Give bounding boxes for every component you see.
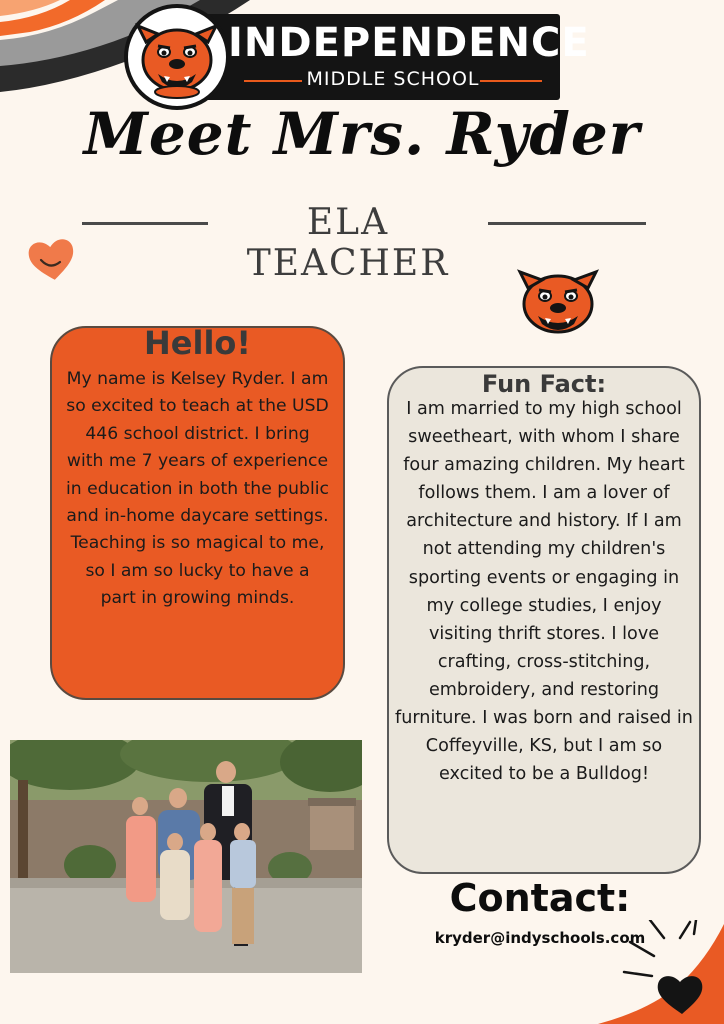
hello-title: Hello! (144, 324, 251, 362)
fun-fact-body: I am married to my high school sweetheart, with whom I share four amazing children. My heart follows them. I am a lover of architecture and history. If I am not attending my children's sporting events or engaging in my college studies, I enjoy visiting thrift stores. I love crafting, cross-stitching, embroidery, and restoring furniture. I was born and raised in Coffeyville, KS, but I am so excited to be a Bulldog! (395, 399, 693, 785)
decorative-corner (590, 920, 724, 1024)
divider (488, 222, 646, 225)
bulldog-mascot-icon (128, 8, 226, 106)
page-title: Meet Mrs. Ryder (83, 100, 641, 168)
role-subtitle: ELA TEACHER (246, 202, 450, 284)
school-subtitle: MIDDLE SCHOOL (306, 68, 480, 90)
family-photo (10, 740, 362, 973)
contact-email[interactable]: kryder@indyschools.com (434, 929, 646, 947)
fun-fact-title: Fun Fact: (481, 370, 607, 398)
smiley-heart-icon (26, 236, 78, 284)
school-logo (124, 4, 230, 110)
divider (82, 222, 208, 225)
hello-body: My name is Kelsey Ryder. I am so excited to teach at the USD 446 school district. I bring with me 7 years of experience in education in both the public and in-home daycare settings. Teaching is so magical to me, so I am so lucky to have a part in growing minds. (66, 369, 329, 609)
bulldog-mascot-icon (514, 266, 602, 340)
school-name: INDEPENDENCE (228, 20, 590, 66)
contact-title: Contact: (449, 876, 631, 920)
family-photo-image (10, 740, 362, 973)
